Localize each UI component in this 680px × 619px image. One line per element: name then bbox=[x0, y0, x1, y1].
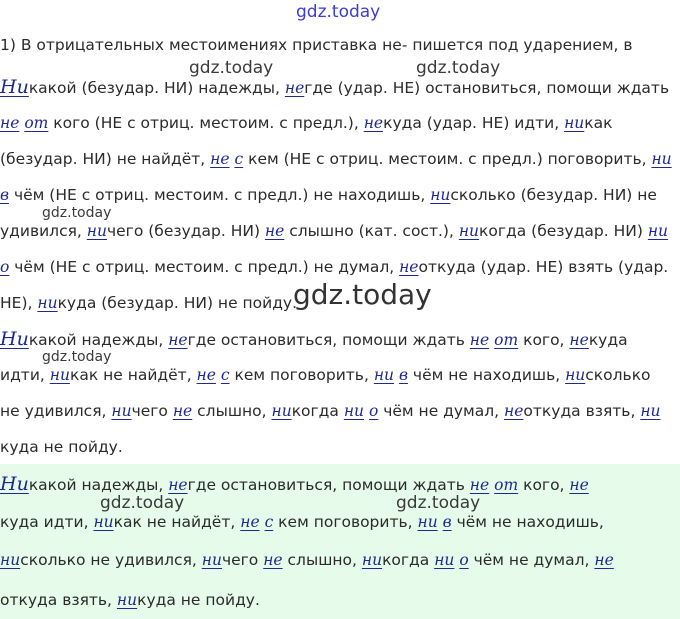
underlined-morpheme: о bbox=[368, 402, 379, 420]
text-line bbox=[0, 185, 657, 205]
text-segment: как bbox=[584, 114, 613, 132]
watermark: gdz.today bbox=[42, 349, 112, 365]
underlined-morpheme: с bbox=[234, 150, 244, 168]
text-segment: куда (удар. НЕ) идти, bbox=[383, 114, 565, 132]
text-line bbox=[0, 35, 633, 55]
underlined-morpheme: ни bbox=[343, 402, 365, 420]
underlined-morpheme: не bbox=[399, 258, 419, 276]
text-segment: кого, bbox=[518, 331, 570, 349]
text-segment: сколько не удивился, bbox=[20, 551, 202, 569]
text-segment: кем поговорить, bbox=[273, 513, 418, 531]
underlined-morpheme: от bbox=[494, 331, 519, 349]
text-segment: как не найдёт, bbox=[113, 513, 241, 531]
text-segment: куда bbox=[588, 331, 628, 349]
underlined-morpheme: не bbox=[210, 150, 230, 168]
underlined-morpheme: с bbox=[264, 513, 274, 531]
text-line bbox=[0, 113, 613, 133]
underlined-morpheme: не bbox=[569, 331, 589, 349]
underlined-morpheme: Ни bbox=[0, 76, 29, 98]
text-segment: чём (НЕ с отриц. местоим. с предл.) не думал, bbox=[9, 258, 400, 276]
underlined-morpheme: не bbox=[594, 551, 614, 569]
text-segment: откуда взять, bbox=[523, 402, 641, 420]
text-line bbox=[0, 550, 614, 570]
watermark: gdz.today bbox=[189, 58, 274, 78]
underlined-morpheme: ни bbox=[647, 222, 669, 240]
text-line bbox=[0, 329, 628, 350]
text-segment: какой надежды, bbox=[28, 476, 169, 494]
watermark: gdz.today bbox=[396, 493, 481, 513]
text-segment: где (удар. НЕ) остановиться, помощи ждать bbox=[304, 79, 670, 97]
text-segment: откуда (удар. НЕ) взять (удар. bbox=[418, 258, 669, 276]
text-segment: чём (НЕ с отриц. местоим. с предл.) не находишь, bbox=[9, 186, 431, 204]
text-segment: чём не думал, bbox=[468, 551, 595, 569]
text-line bbox=[0, 149, 672, 169]
watermark-large: gdz.today bbox=[293, 278, 432, 311]
text-segment: чём не находишь, bbox=[407, 366, 566, 384]
text-line bbox=[0, 77, 669, 98]
text-segment: (безудар. НИ) не найдёт, bbox=[0, 150, 211, 168]
text-segment: кем (НЕ с отриц. местоим. с предл.) поговорить, bbox=[243, 150, 652, 168]
text-segment: слышно, bbox=[192, 402, 272, 420]
text-segment: когда (безудар. НИ) bbox=[479, 222, 648, 240]
text-segment: чём не находишь, bbox=[451, 513, 604, 531]
underlined-morpheme: не bbox=[469, 331, 490, 349]
underlined-morpheme: ни bbox=[86, 222, 107, 240]
text-segment: сколько bbox=[585, 366, 651, 384]
underlined-morpheme: не bbox=[240, 513, 260, 531]
watermark: gdz.today bbox=[42, 205, 112, 221]
text-segment: когда bbox=[291, 402, 344, 420]
underlined-morpheme: ни bbox=[373, 366, 395, 384]
underlined-morpheme: не bbox=[504, 402, 524, 420]
underlined-morpheme: не bbox=[172, 402, 193, 420]
text-line bbox=[0, 437, 123, 457]
underlined-morpheme: ни bbox=[564, 114, 585, 132]
underlined-morpheme: о bbox=[459, 551, 469, 569]
text-segment: идти, bbox=[0, 366, 50, 384]
text-segment: 1) В отрицательных местоимениях приставка не- пишется под ударением, в bbox=[0, 36, 633, 54]
underlined-morpheme: ни bbox=[271, 402, 292, 420]
underlined-morpheme: не bbox=[284, 79, 305, 97]
text-line bbox=[0, 474, 589, 495]
text-line bbox=[0, 365, 651, 385]
text-segment: куда не пойду. bbox=[137, 591, 260, 609]
underlined-morpheme: не bbox=[263, 551, 283, 569]
underlined-morpheme: ни bbox=[49, 366, 70, 384]
text-segment: чего bbox=[131, 402, 173, 420]
text-segment: куда идти, bbox=[0, 513, 94, 531]
text-segment: какой надежды, bbox=[28, 331, 169, 349]
text-line bbox=[0, 512, 604, 532]
underlined-morpheme: ни bbox=[37, 294, 58, 312]
text-segment: куда (безудар. НИ) не пойду. bbox=[57, 294, 298, 312]
underlined-morpheme: ни bbox=[651, 150, 672, 168]
underlined-morpheme: не bbox=[264, 222, 285, 240]
text-segment: как не найдёт, bbox=[69, 366, 197, 384]
text-line bbox=[0, 293, 297, 313]
underlined-morpheme: ни bbox=[111, 402, 132, 420]
text-segment: чего (безудар. НИ) bbox=[106, 222, 265, 240]
underlined-morpheme: ни bbox=[417, 513, 438, 531]
underlined-morpheme: ни bbox=[201, 551, 222, 569]
underlined-morpheme: ни bbox=[361, 551, 383, 569]
text-segment: когда bbox=[382, 551, 435, 569]
text-segment: слышно (кат. сост.), bbox=[284, 222, 459, 240]
underlined-morpheme: ни bbox=[93, 513, 114, 531]
underlined-morpheme: о bbox=[0, 258, 10, 276]
underlined-morpheme: от bbox=[494, 476, 519, 494]
underlined-morpheme: в bbox=[398, 366, 408, 384]
underlined-morpheme: не bbox=[569, 476, 589, 494]
text-segment: сколько (безудар. НИ) не bbox=[450, 186, 657, 204]
underlined-morpheme: ни bbox=[458, 222, 480, 240]
underlined-morpheme: не bbox=[168, 331, 188, 349]
text-line bbox=[0, 257, 668, 277]
watermark: gdz.today bbox=[100, 493, 185, 513]
underlined-morpheme: ни bbox=[430, 186, 451, 204]
watermark-top: gdz.today bbox=[296, 2, 381, 22]
text-segment: чего bbox=[221, 551, 264, 569]
underlined-morpheme: от bbox=[24, 114, 49, 132]
text-segment: кем поговорить, bbox=[229, 366, 374, 384]
underlined-morpheme: Ни bbox=[0, 473, 29, 495]
underlined-morpheme: с bbox=[220, 366, 230, 384]
underlined-morpheme: не bbox=[168, 476, 188, 494]
text-segment: чём не думал, bbox=[378, 402, 504, 420]
underlined-morpheme: не bbox=[0, 114, 20, 132]
text-segment: где остановиться, помощи ждать bbox=[187, 331, 470, 349]
underlined-morpheme: Ни bbox=[0, 328, 29, 350]
text-line bbox=[0, 401, 661, 421]
underlined-morpheme: в bbox=[442, 513, 452, 531]
underlined-morpheme: не bbox=[469, 476, 490, 494]
underlined-morpheme: не bbox=[363, 114, 384, 132]
underlined-morpheme: ни bbox=[116, 591, 138, 609]
text-segment: где остановиться, помощи ждать bbox=[187, 476, 470, 494]
underlined-morpheme: не bbox=[196, 366, 216, 384]
text-segment: слышно, bbox=[282, 551, 362, 569]
underlined-morpheme: в bbox=[0, 186, 10, 204]
text-line bbox=[0, 221, 668, 241]
underlined-morpheme: ни bbox=[640, 402, 661, 420]
text-line bbox=[0, 590, 260, 610]
underlined-morpheme: ни bbox=[565, 366, 586, 384]
text-segment: НЕ), bbox=[0, 294, 38, 312]
text-segment: откуда взять, bbox=[0, 591, 117, 609]
text-segment: кого (НЕ с отриц. местоим. с предл.), bbox=[48, 114, 364, 132]
text-segment: какой (безудар. НИ) надежды, bbox=[28, 79, 285, 97]
underlined-morpheme: ни bbox=[0, 551, 21, 569]
text-segment: кого, bbox=[518, 476, 570, 494]
underlined-morpheme: ни bbox=[434, 551, 455, 569]
text-segment: не удивился, bbox=[0, 402, 112, 420]
text-segment: удивился, bbox=[0, 222, 87, 240]
watermark: gdz.today bbox=[416, 58, 501, 78]
text-segment: куда не пойду. bbox=[0, 438, 123, 456]
